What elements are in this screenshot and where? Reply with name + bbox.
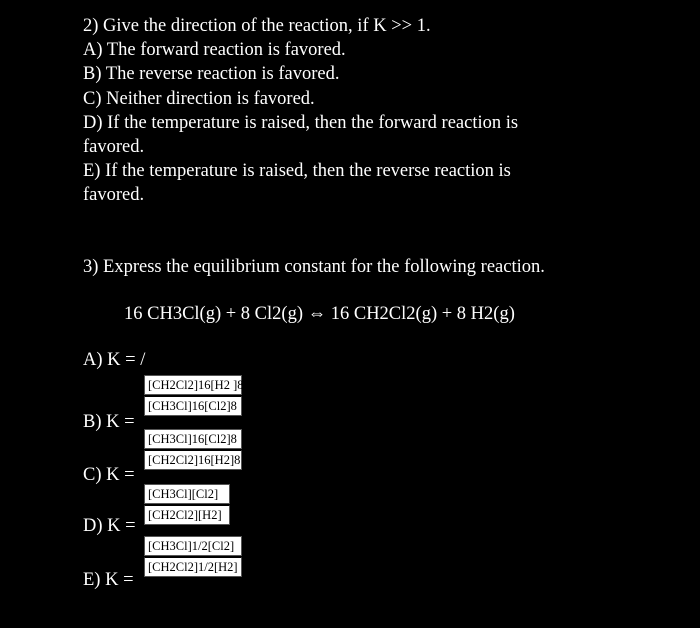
question-3-prompt: 3) Express the equilibrium constant for the following reaction. <box>83 257 545 277</box>
option-e-fraction <box>144 536 242 577</box>
question-2-prompt: 2) Give the direction of the reaction, if K >> 1. <box>83 16 431 36</box>
option-b-denominator: [CH3Cl]16[Cl2]8 <box>144 396 242 416</box>
option-e-numerator: [CH3Cl]1/2[Cl2] <box>144 536 242 556</box>
question-2-option-a: A) The forward reaction is favored. <box>83 40 346 60</box>
option-b-fraction <box>144 375 242 416</box>
question-2-option-d-cont: favored. <box>83 137 145 157</box>
option-d-fraction <box>144 484 230 525</box>
question-2-option-b: B) The reverse reaction is favored. <box>83 64 340 84</box>
option-d-numerator: [CH3Cl][Cl2] <box>144 484 230 504</box>
option-b-numerator: [CH2Cl2]16[H2 ]8 <box>144 375 242 395</box>
option-b-label: B) K = <box>83 412 135 432</box>
question-2-option-e-cont: favored. <box>83 185 145 205</box>
option-c-fraction <box>144 429 242 470</box>
option-a: A) K = / <box>83 350 146 370</box>
option-e-label: E) K = <box>83 570 134 590</box>
option-d-denominator: [CH2Cl2][H2] <box>144 505 230 525</box>
option-c-label: C) K = <box>83 465 135 485</box>
question-2-option-d: D) If the temperature is raised, then the forward reaction is <box>83 113 519 133</box>
question-2-option-c: C) Neither direction is favored. <box>83 89 315 109</box>
option-e-denominator: [CH2Cl2]1/2[H2] <box>144 557 242 577</box>
option-c-denominator: [CH2Cl2]16[H2]8 <box>144 450 242 470</box>
reaction-equation: 16 CH3Cl(g) + 8 Cl2(g) ⇔ 16 CH2Cl2(g) + 8 H2(g) <box>124 304 515 324</box>
option-c-numerator: [CH3Cl]16[Cl2]8 <box>144 429 242 449</box>
option-d-label: D) K = <box>83 516 136 536</box>
question-2-option-e: E) If the temperature is raised, then the reverse reaction is <box>83 161 511 181</box>
